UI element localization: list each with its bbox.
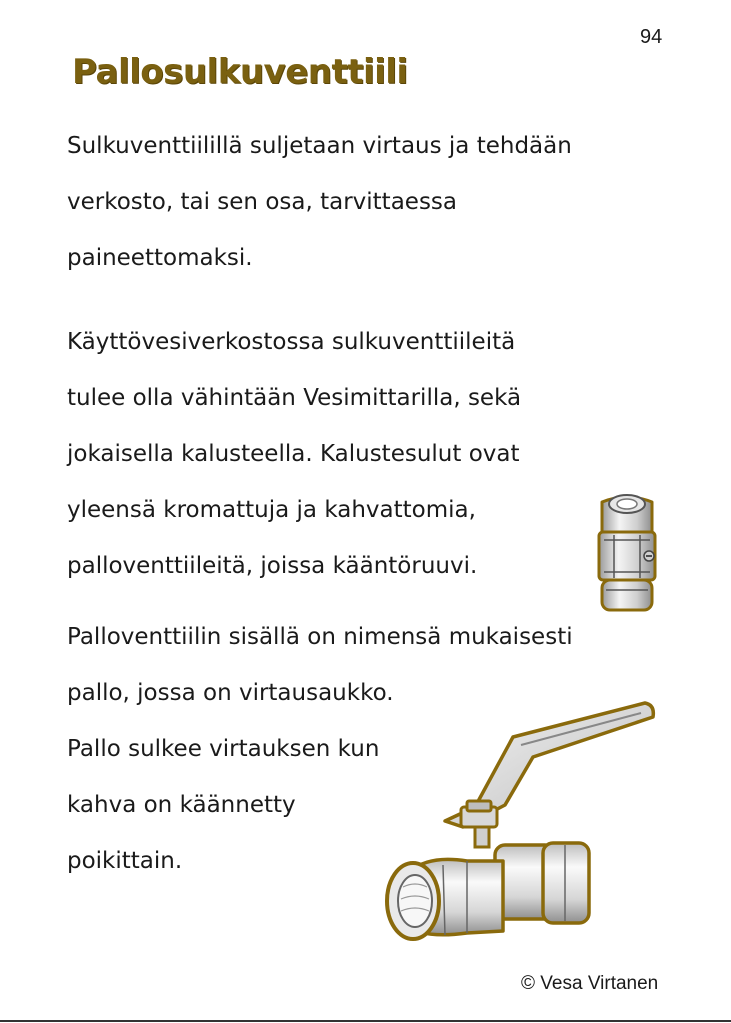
paragraph-line: Sulkuventtiilillä suljetaan virtaus ja tehdään [67,133,572,159]
bottom-rule [0,1020,731,1022]
paragraph-line: kahva on käännetty [67,792,296,818]
paragraph-line: palloventtiileitä, joissa kääntöruuvi. [67,553,478,579]
paragraph-line: Käyttövesiverkostossa sulkuventtiileitä [67,329,516,355]
paragraph-requirements [67,320,521,600]
paragraph-line: Palloventtiilin sisällä on nimensä mukaisesti [67,624,573,650]
ball-valve-illustration [383,695,663,955]
paragraph-line: poikittain. [67,848,183,874]
paragraph-line: pallo, jossa on virtausaukko. [67,680,394,706]
paragraph-line: paineettomaksi. [67,245,253,271]
paragraph-line: yleensä kromattuja ja kahvattomia, [67,497,476,523]
page-number: 94 [640,26,663,48]
copyright: © Vesa Virtanen [521,973,659,994]
paragraph-line: jokaisella kalusteella. Kalustesulut ovat [67,441,520,467]
paragraph-line: Pallo sulkee virtauksen kun [67,736,380,762]
shutoff-valve-illustration [592,490,662,620]
paragraph-line: tulee olla vähintään Vesimittarilla, sekä [67,385,522,411]
paragraph-intro [67,124,572,292]
page-title: Pallosulkuventtiili [72,52,408,92]
paragraph-line: verkosto, tai sen osa, tarvittaessa [67,189,458,215]
